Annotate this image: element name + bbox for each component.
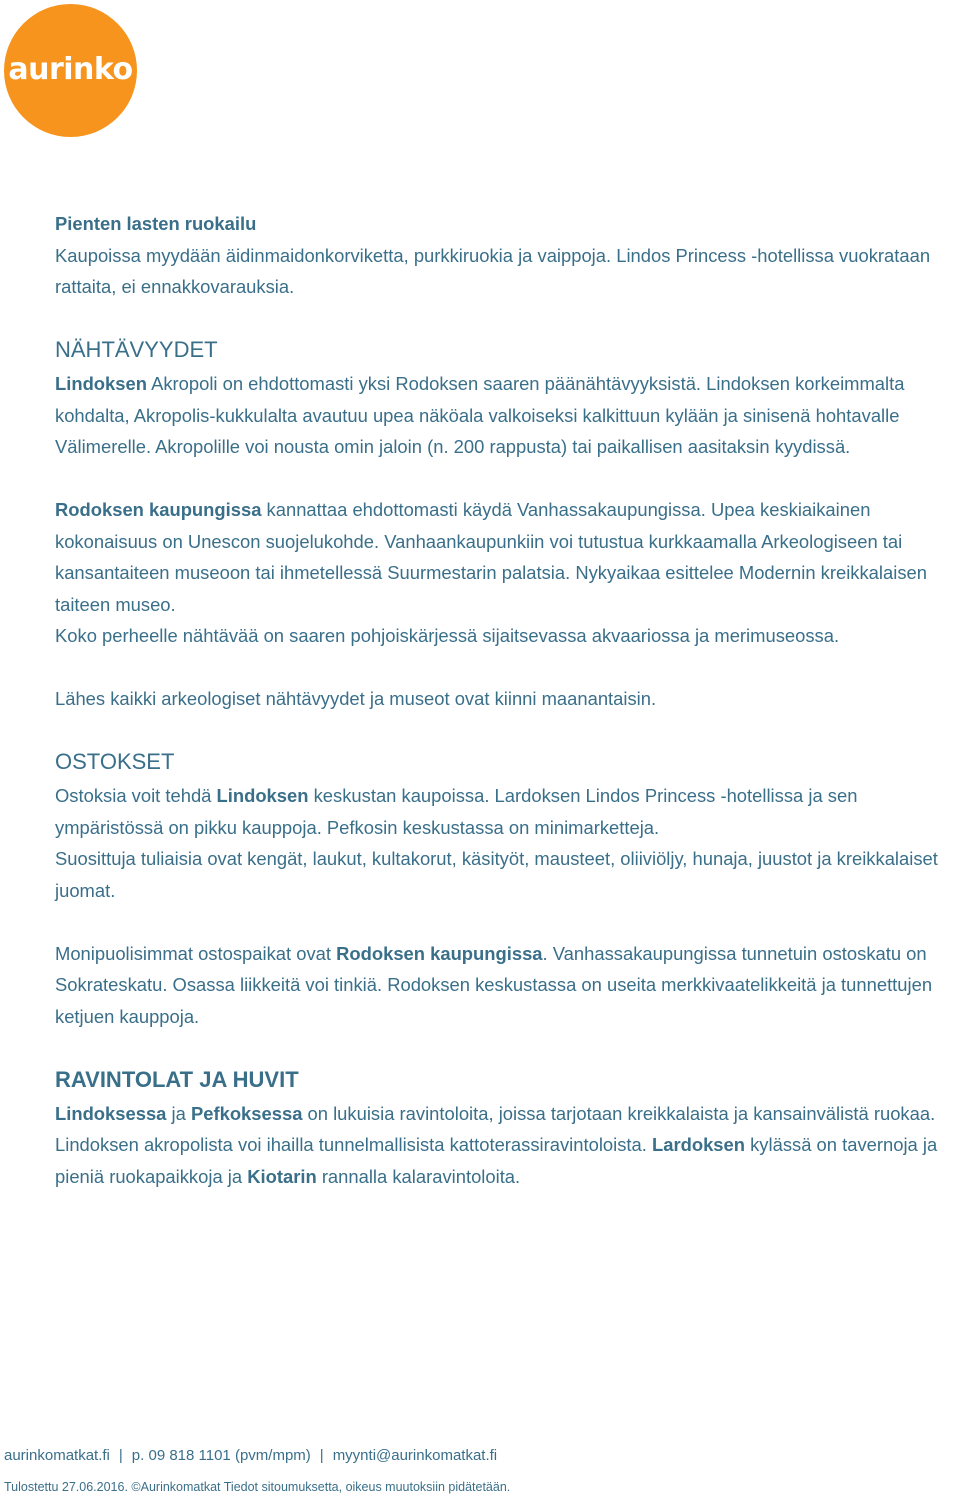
text-ravintoloita: on lukuisia ravintoloita, joissa tarjotaan kreikkalaista ja kansainvälistä ruokaa. Lindoksen akropolista voi ihailla tunnelmallisista kattoterassiravintoloista. <box>55 1102 936 1155</box>
text-ja: ja <box>166 1102 191 1124</box>
text-vanhakaupunki: kannattaa ehdottomasti käydä Vanhassakaupungissa. Upea keskiaikainen kokonaisuus on Unescon suojelukohde. Vanhaankaupunkiin voi tutustua kurkkaamalla Arkeologiseen tai kansantaiteen museoon tai ihmetellessä Suurmestarin palatsia. Nykyaikaa esittelee Modernin kreikkalaisen taiteen museo. <box>55 499 927 615</box>
footer-separator: | <box>118 1447 123 1464</box>
bold-lardoksen: Lardoksen <box>651 1134 745 1155</box>
bold-rodoksen-kaupungissa: Rodoksen kaupungissa <box>55 499 262 520</box>
spacer <box>55 652 960 684</box>
footer-separator: | <box>319 1447 324 1464</box>
section-heading-nahtavyydet: NÄHTÄVYYDET <box>55 337 218 362</box>
bold-lindoksen-ostokset: Lindoksen <box>216 785 309 806</box>
bold-rodoksen-kaupungissa-ostokset: Rodoksen kaupungissa <box>336 942 543 964</box>
section-heading-ravintolat: RAVINTOLAT JA HUVIT <box>55 1066 299 1092</box>
paragraph-ostospaikat <box>55 938 960 1033</box>
text-akropoli: Akropoli on ehdottomasti yksi Rodoksen saaren päänähtävyyksistä. Lindoksen korkeimmalta kohdalta, Akropolis-kukkulalta avautuu upea näköala valkoiseksi kalkittuun kylään ja sinisenä hohtavalle Välimerelle. Akropolille voi nousta omin jaloin (n. 200 rappusta) tai paikallisen aasitaksin kyydissä. <box>55 373 905 457</box>
spacer <box>55 303 960 335</box>
bold-lindoksessa: Lindoksessa <box>55 1102 167 1124</box>
aurinko-logo <box>4 4 137 137</box>
paragraph-ruokailu: Kaupoissa myydään äidinmaidonkorviketta, purkkiruokia ja vaippoja. Lindos Princess -hotellissa vuokrataan rattaita, ei ennakkovarauksia. <box>55 244 931 297</box>
footer-email-link[interactable]: myynti@aurinkomatkat.fi <box>332 1447 498 1464</box>
text-kalaravintoloita: rannalla kalaravintoloita. <box>316 1165 521 1187</box>
paragraph-lindos-akropoli <box>55 368 960 463</box>
bold-kiotarin: Kiotarin <box>247 1165 317 1187</box>
document-content <box>55 208 960 1192</box>
paragraph-akvaario: Koko perheelle nähtävää on saaren pohjoiskärjessä sijaitsevassa akvaariossa ja merimuseossa. <box>55 625 840 646</box>
text-kaupoissa: keskustan kaupoissa. Lardoksen Lindos Princess -hotellissa ja sen ympäristössä on pikku kauppoja. Pefkosin keskustassa on minimarketteja. <box>55 785 858 838</box>
bold-lindoksen: Lindoksen <box>55 373 147 394</box>
text-ostoksia: Ostoksia voit tehdä <box>55 785 217 806</box>
section-heading-ruokailu: Pienten lasten ruokailu <box>55 213 257 234</box>
spacer <box>55 1032 960 1064</box>
spacer <box>55 906 960 938</box>
bold-pefkoksessa: Pefkoksessa <box>190 1102 303 1124</box>
section-heading-ostokset: OSTOKSET <box>55 749 175 774</box>
text-sokrateskatu: . Vanhassakaupungissa tunnetuin ostoskatu on Sokrateskatu. Osassa liikkeitä voi tinkiä. Rodoksen keskustassa on useita merkkivaatelikkeitä ja tunnettujen ketjuen kauppoja. <box>55 942 933 1027</box>
paragraph-ravintolat <box>55 1098 960 1193</box>
paragraph-museot-kiinni: Lähes kaikki arkeologiset nähtävyydet ja museot ovat kiinni maanantaisin. <box>55 688 657 709</box>
spacer <box>55 715 960 747</box>
spacer <box>55 463 960 495</box>
text-tavernoja: kylässä on tavernoja ja pieniä ruokapaikkoja ja <box>55 1134 938 1187</box>
paragraph-tuliaiset: Suosittuja tuliaisia ovat kengät, laukut, kultakorut, käsityöt, mausteet, oliiviöljy, hunaja, juustot ja kreikkalaiset juomat. <box>55 848 938 901</box>
paragraph-rodos-city <box>55 494 960 620</box>
footer-legal: Tulostettu 27.06.2016. ©Aurinkomatkat Tiedot sitoumuksetta, oikeus muutoksiin pidätetään. <box>4 1480 511 1494</box>
footer-website-link[interactable]: aurinkomatkat.fi <box>4 1447 110 1464</box>
text-monipuolisimmat: Monipuolisimmat ostospaikat ovat <box>55 942 337 964</box>
paragraph-ostokset-lindos <box>55 780 960 843</box>
footer-contact <box>4 1446 497 1466</box>
logo-text: aurinko <box>8 52 133 87</box>
footer-phone: p. 09 818 1101 (pvm/mpm) <box>131 1447 311 1464</box>
